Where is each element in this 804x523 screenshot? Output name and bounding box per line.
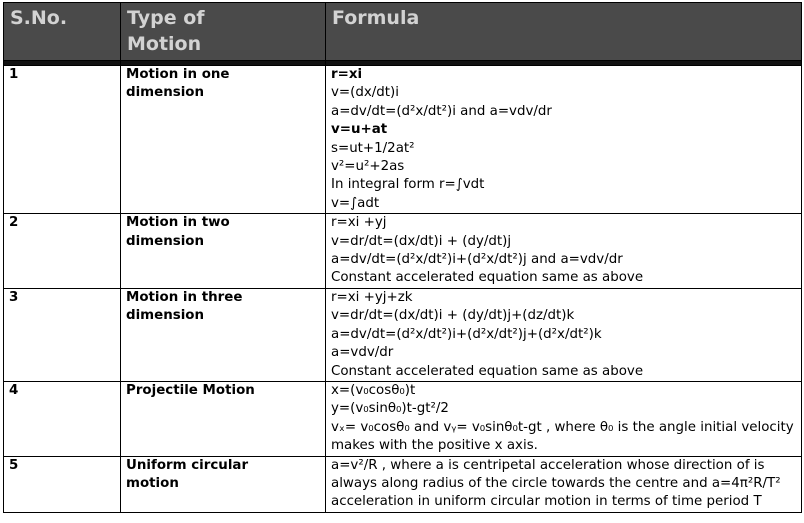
formula-line: v=dr/dt=(dx/dt)i + (dy/dt)j+(dz/dt)k: [331, 308, 575, 324]
formula-line: Constant accelerated equation same as above: [331, 363, 644, 379]
row-sno: 4: [4, 381, 121, 456]
table-row: [4, 288, 802, 381]
header-formula: Formula: [326, 3, 802, 61]
row-formulas: [326, 381, 802, 456]
row-type: Motion in three dimension: [121, 288, 326, 381]
formula-table: [3, 2, 802, 513]
row-formulas: [326, 456, 802, 512]
formula-line: v=∫adt: [331, 195, 380, 211]
row-type: Motion in one dimension: [121, 66, 326, 214]
table-row: [4, 381, 802, 456]
row-formulas: [326, 66, 802, 214]
row-sno: 2: [4, 214, 121, 289]
formula-line: In integral form r=∫vdt: [331, 177, 485, 193]
row-type: Projectile Motion: [121, 381, 326, 456]
formula-line: vₓ= v₀cosθ₀ and vᵧ= v₀sinθ₀t-gt , where θ₀ is the angle initial velocity makes with the positive x axis.: [331, 419, 794, 454]
table-row: [4, 66, 802, 214]
header-sno: S.No.: [4, 3, 121, 61]
header-row: [4, 3, 802, 61]
formula-line: a=vdv/dr: [331, 345, 394, 361]
formula-line: x=(v₀cosθ₀)t: [331, 382, 416, 398]
formula-line: r=xi +yj: [331, 215, 387, 231]
formula-line: Constant accelerated equation same as above: [331, 270, 644, 286]
row-type: Motion in two dimension: [121, 214, 326, 289]
table-row: [4, 214, 802, 289]
formula-line: a=dv/dt=(d²x/dt²)i and a=vdv/dr: [331, 103, 552, 119]
row-sno: 5: [4, 456, 121, 512]
row-formulas: [326, 288, 802, 381]
row-type: Uniform circular motion: [121, 456, 326, 512]
formula-line: v²=u²+2as: [331, 159, 405, 175]
header-type: Type of Motion: [121, 3, 326, 61]
row-sno: 1: [4, 66, 121, 214]
formula-line: v=u+at: [331, 122, 388, 138]
formula-line: y=(v₀sinθ₀)t-gt²/2: [331, 401, 449, 417]
formula-line: r=xi: [331, 67, 363, 82]
table-row: [4, 456, 802, 512]
formula-line: r=xi +yj+zk: [331, 289, 413, 305]
formula-line: a=dv/dt=(d²x/dt²)i+(d²x/dt²)j+(d²x/dt²)k: [331, 326, 602, 342]
row-formulas: [326, 214, 802, 289]
formula-line: a=dv/dt=(d²x/dt²)i+(d²x/dt²)j and a=vdv/dr: [331, 252, 623, 268]
row-sno: 3: [4, 288, 121, 381]
formula-line: s=ut+1/2at²: [331, 140, 415, 156]
formula-line: v=dr/dt=(dx/dt)i + (dy/dt)j: [331, 233, 512, 249]
formula-line: v=(dx/dt)i: [331, 85, 399, 101]
formula-line: a=v²/R , where a is centripetal acceleration whose direction of is always along radius of the circle towards the centre and a=4π²R/T² acceleration in uniform circular motion in terms of time period T: [331, 457, 781, 510]
